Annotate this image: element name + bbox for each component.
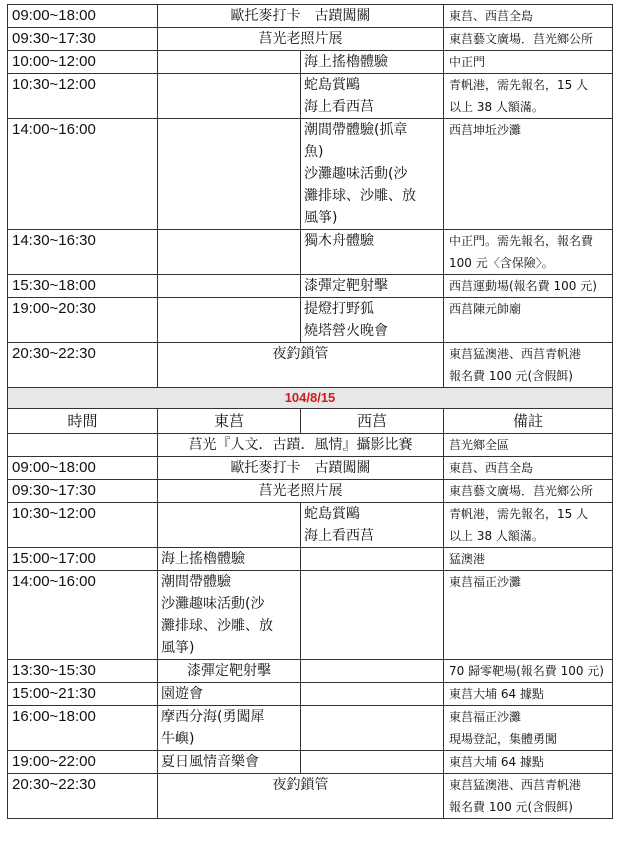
table-row [8, 457, 613, 480]
table-row [8, 5, 613, 28]
east-cell [158, 51, 301, 74]
west-cell [301, 298, 444, 343]
east-line: 潮間帶體驗 [161, 574, 231, 590]
date-row [8, 388, 613, 409]
time-cell: 16:00~18:00 [8, 706, 158, 751]
time-cell: 10:30~12:00 [8, 503, 158, 548]
date-label: 104/8/15 [8, 388, 613, 409]
east-cell: 漆彈定靶射擊 [158, 660, 301, 683]
time-cell: 09:30~17:30 [8, 480, 158, 503]
west-cell: 海上搖櫓體驗 [301, 51, 444, 74]
time-cell [8, 434, 158, 457]
west-line: 提燈打野狐 [304, 301, 374, 317]
note-line: 東莒福正沙灘 [449, 710, 522, 724]
activity-cell: 歐托麥打卡 古蹟闖關 [158, 5, 444, 28]
note-cell: 東莒大埔 64 據點 [444, 683, 613, 706]
table-row [8, 751, 613, 774]
table-row [8, 230, 613, 275]
time-cell: 15:00~17:00 [8, 548, 158, 571]
time-cell: 15:00~21:30 [8, 683, 158, 706]
table-row [8, 343, 613, 388]
time-cell: 15:30~18:00 [8, 275, 158, 298]
activity-cell: 夜釣鎖管 [158, 774, 444, 819]
west-line: 蛇島賞鷗 [304, 77, 360, 93]
east-cell [158, 74, 301, 119]
west-cell [301, 503, 444, 548]
note-line: 東莒猛澳港、西莒青帆港 [449, 778, 582, 792]
activity-cell: 莒光老照片展 [158, 480, 444, 503]
table-row [8, 706, 613, 751]
note-line: 青帆港，需先報名，15 人 [449, 78, 589, 92]
note-line: 報名費 100 元(含假餌) [449, 369, 573, 383]
header-row [8, 409, 613, 434]
west-cell [301, 660, 444, 683]
west-cell [301, 751, 444, 774]
note-cell: 莒光鄉全區 [444, 434, 613, 457]
table-row [8, 503, 613, 548]
west-line: 灘排球、沙雕、放 [304, 188, 416, 204]
table-row [8, 660, 613, 683]
east-cell [158, 503, 301, 548]
note-cell: 70 歸零靶場(報名費 100 元) [444, 660, 613, 683]
note-cell [444, 230, 613, 275]
note-line: 現場登記，集體勇闖 [449, 732, 558, 746]
table-row [8, 571, 613, 660]
note-cell [444, 774, 613, 819]
note-cell: 東莒、西莒全島 [444, 5, 613, 28]
table-row [8, 119, 613, 230]
time-cell: 10:30~12:00 [8, 74, 158, 119]
schedule-table [7, 4, 613, 819]
note-line: 以上 38 人額滿。 [449, 529, 544, 543]
east-line: 摩西分海(勇闖犀 [161, 709, 265, 725]
east-cell [158, 571, 301, 660]
east-cell [158, 275, 301, 298]
note-cell: 東莒藝文廣場．莒光鄉公所 [444, 28, 613, 51]
time-cell: 20:30~22:30 [8, 774, 158, 819]
west-line: 蛇島賞鷗 [304, 506, 360, 522]
header-note: 備註 [444, 409, 613, 434]
note-line: 報名費 100 元(含假餌) [449, 800, 573, 814]
west-line: 風箏) [304, 210, 338, 226]
note-cell: 東莒福正沙灘 [444, 571, 613, 660]
east-cell: 夏日風情音樂會 [158, 751, 301, 774]
table-row [8, 275, 613, 298]
time-cell: 14:00~16:00 [8, 571, 158, 660]
west-line: 海上看西莒 [304, 528, 374, 544]
west-cell [301, 548, 444, 571]
west-cell: 獨木舟體驗 [301, 230, 444, 275]
table-row [8, 28, 613, 51]
activity-cell: 夜釣鎖管 [158, 343, 444, 388]
east-line: 沙灘趣味活動(沙 [161, 596, 265, 612]
table-row [8, 74, 613, 119]
note-cell: 東莒大埔 64 據點 [444, 751, 613, 774]
note-line: 青帆港，需先報名，15 人 [449, 507, 589, 521]
note-line: 以上 38 人額滿。 [449, 100, 544, 114]
east-cell [158, 298, 301, 343]
time-cell: 14:00~16:00 [8, 119, 158, 230]
note-cell: 西莒坤坵沙灘 [444, 119, 613, 230]
time-cell: 20:30~22:30 [8, 343, 158, 388]
time-cell: 09:00~18:00 [8, 457, 158, 480]
east-cell [158, 230, 301, 275]
note-cell: 猛澳港 [444, 548, 613, 571]
note-cell [444, 343, 613, 388]
east-cell: 園遊會 [158, 683, 301, 706]
east-cell [158, 119, 301, 230]
table-row [8, 548, 613, 571]
west-cell [301, 706, 444, 751]
note-line: 東莒猛澳港、西莒青帆港 [449, 347, 582, 361]
west-cell [301, 683, 444, 706]
west-line: 魚) [304, 144, 324, 160]
west-line: 燒塔營火晚會 [304, 323, 388, 339]
east-line: 牛嶼) [161, 731, 195, 747]
activity-cell: 莒光『人文．古蹟．風情』攝影比賽 [158, 434, 444, 457]
header-time: 時間 [8, 409, 158, 434]
time-cell: 09:00~18:00 [8, 5, 158, 28]
note-line: 100 元〈含保險〉。 [449, 256, 554, 270]
activity-cell: 莒光老照片展 [158, 28, 444, 51]
table-row [8, 774, 613, 819]
note-cell: 西莒陳元帥廟 [444, 298, 613, 343]
time-cell: 14:30~16:30 [8, 230, 158, 275]
west-line: 潮間帶體驗(抓章 [304, 122, 408, 138]
header-east: 東莒 [158, 409, 301, 434]
west-cell [301, 74, 444, 119]
west-cell [301, 119, 444, 230]
west-cell [301, 571, 444, 660]
time-cell: 09:30~17:30 [8, 28, 158, 51]
table-row [8, 480, 613, 503]
table-row [8, 298, 613, 343]
time-cell: 19:00~22:00 [8, 751, 158, 774]
note-cell [444, 503, 613, 548]
west-cell: 漆彈定靶射擊 [301, 275, 444, 298]
time-cell: 13:30~15:30 [8, 660, 158, 683]
note-cell: 東莒、西莒全島 [444, 457, 613, 480]
note-cell: 東莒藝文廣場．莒光鄉公所 [444, 480, 613, 503]
east-cell [158, 706, 301, 751]
note-cell [444, 74, 613, 119]
header-west: 西莒 [301, 409, 444, 434]
west-line: 海上看西莒 [304, 99, 374, 115]
table-row [8, 683, 613, 706]
note-cell: 西莒運動場(報名費 100 元) [444, 275, 613, 298]
activity-cell: 歐托麥打卡 古蹟闖關 [158, 457, 444, 480]
note-cell [444, 706, 613, 751]
east-line: 風箏) [161, 640, 195, 656]
time-cell: 19:00~20:30 [8, 298, 158, 343]
table-row [8, 434, 613, 457]
east-line: 灘排球、沙雕、放 [161, 618, 273, 634]
time-cell: 10:00~12:00 [8, 51, 158, 74]
east-cell: 海上搖櫓體驗 [158, 548, 301, 571]
note-line: 中正門。需先報名，報名費 [449, 234, 594, 248]
table-row [8, 51, 613, 74]
note-cell: 中正門 [444, 51, 613, 74]
west-line: 沙灘趣味活動(沙 [304, 166, 408, 182]
